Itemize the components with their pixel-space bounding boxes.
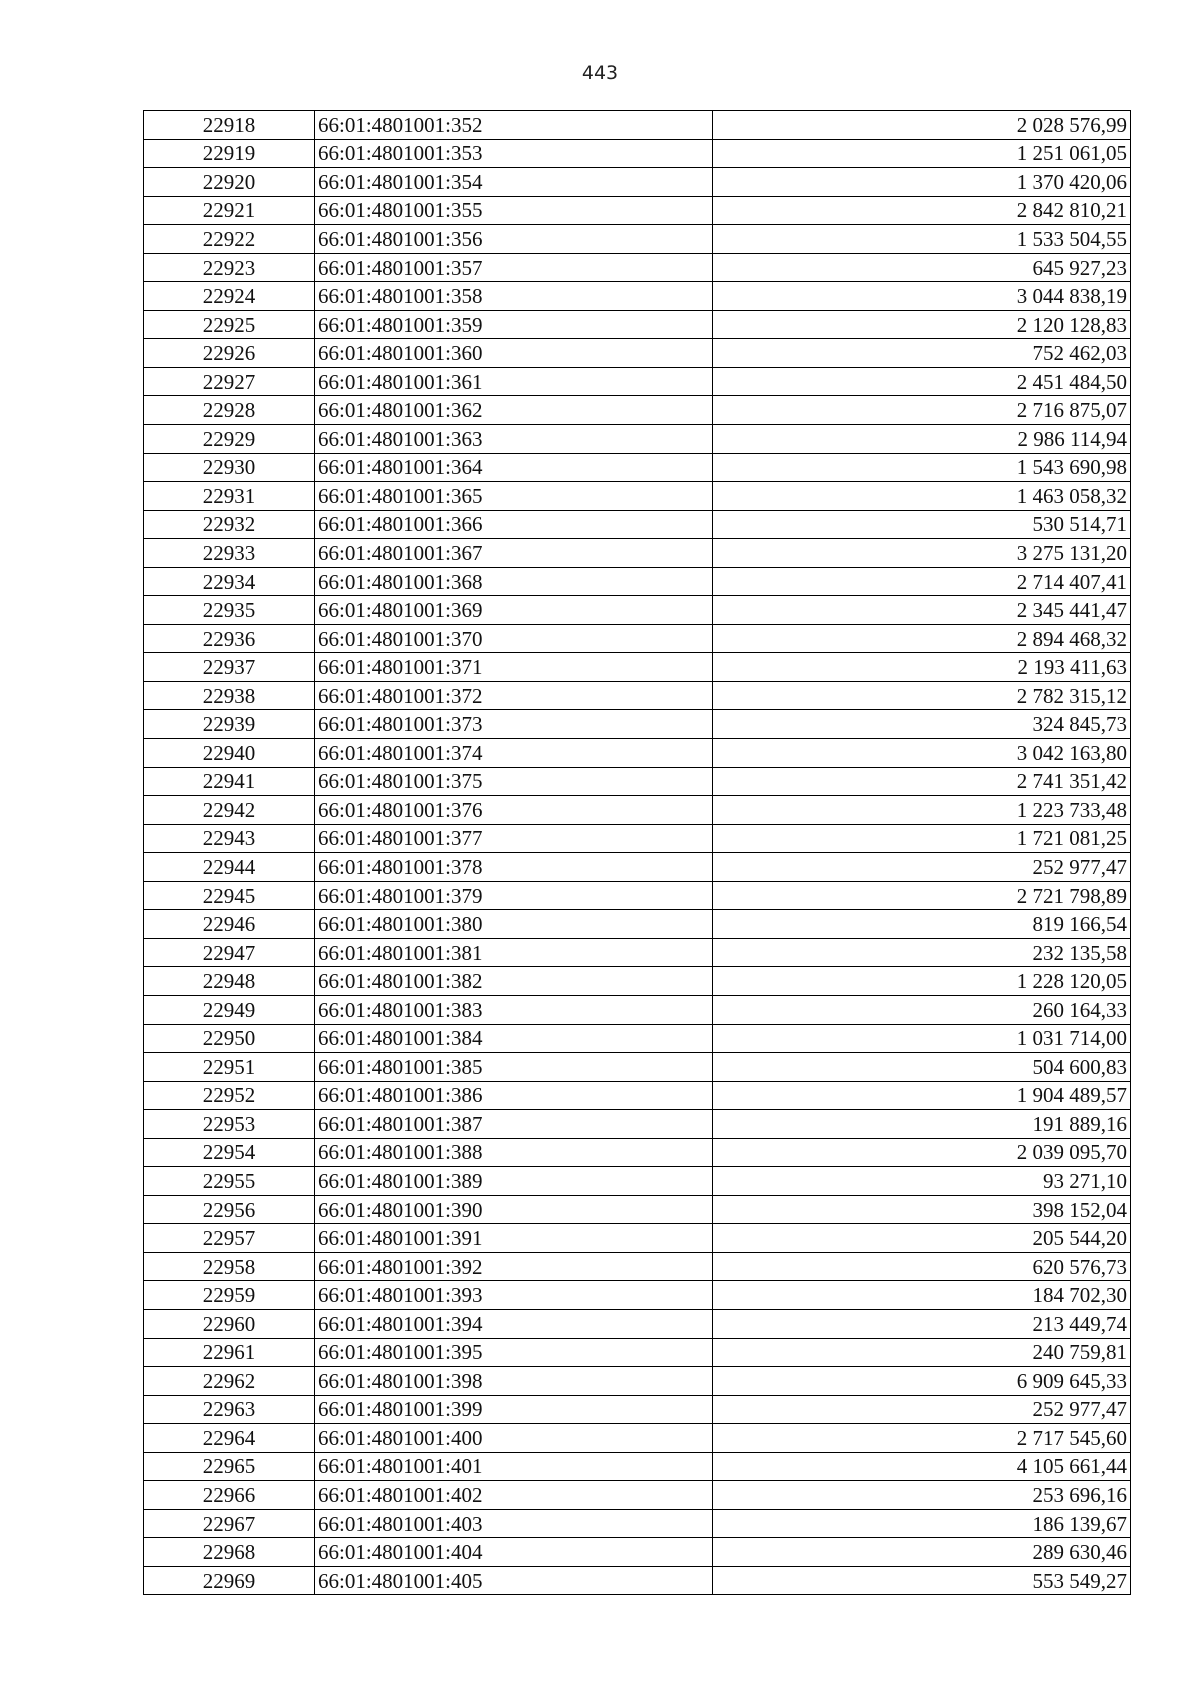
- cadastral-value-cell: 2 716 875,07: [713, 396, 1131, 425]
- table-body: [144, 111, 1131, 1595]
- cadastral-number-cell: 66:01:4801001:353: [315, 139, 713, 168]
- table-row: [144, 225, 1131, 254]
- table-row: [144, 824, 1131, 853]
- row-number-cell: 22929: [144, 425, 315, 454]
- cadastral-value-cell: 184 702,30: [713, 1281, 1131, 1310]
- cadastral-number-cell: 66:01:4801001:380: [315, 910, 713, 939]
- cadastral-number-cell: 66:01:4801001:355: [315, 196, 713, 225]
- cadastral-value-cell: 1 721 081,25: [713, 824, 1131, 853]
- row-number-cell: 22960: [144, 1309, 315, 1338]
- cadastral-value-cell: 2 842 810,21: [713, 196, 1131, 225]
- table-row: [144, 853, 1131, 882]
- row-number-cell: 22937: [144, 653, 315, 682]
- cadastral-value-cell: 232 135,58: [713, 938, 1131, 967]
- cadastral-number-cell: 66:01:4801001:385: [315, 1053, 713, 1082]
- cadastral-number-cell: 66:01:4801001:377: [315, 824, 713, 853]
- row-number-cell: 22958: [144, 1252, 315, 1281]
- cadastral-number-cell: 66:01:4801001:362: [315, 396, 713, 425]
- row-number-cell: 22963: [144, 1395, 315, 1424]
- cadastral-number-cell: 66:01:4801001:405: [315, 1566, 713, 1595]
- cadastral-number-cell: 66:01:4801001:382: [315, 967, 713, 996]
- row-number-cell: 22967: [144, 1509, 315, 1538]
- table-row: [144, 253, 1131, 282]
- cadastral-value-cell: 2 986 114,94: [713, 425, 1131, 454]
- row-number-cell: 22922: [144, 225, 315, 254]
- table-row: [144, 1053, 1131, 1082]
- row-number-cell: 22953: [144, 1110, 315, 1139]
- cadastral-number-cell: 66:01:4801001:364: [315, 453, 713, 482]
- cadastral-value-cell: 205 544,20: [713, 1224, 1131, 1253]
- cadastral-number-cell: 66:01:4801001:399: [315, 1395, 713, 1424]
- cadastral-value-cell: 2 717 545,60: [713, 1424, 1131, 1453]
- table-row: [144, 1024, 1131, 1053]
- table-row: [144, 168, 1131, 197]
- row-number-cell: 22951: [144, 1053, 315, 1082]
- cadastral-number-cell: 66:01:4801001:383: [315, 995, 713, 1024]
- table-row: [144, 739, 1131, 768]
- cadastral-number-cell: 66:01:4801001:402: [315, 1481, 713, 1510]
- cadastral-value-cell: 2 120 128,83: [713, 310, 1131, 339]
- table-row: [144, 1509, 1131, 1538]
- row-number-cell: 22961: [144, 1338, 315, 1367]
- table-row: [144, 367, 1131, 396]
- cadastral-number-cell: 66:01:4801001:363: [315, 425, 713, 454]
- cadastral-value-cell: 620 576,73: [713, 1252, 1131, 1281]
- cadastral-number-cell: 66:01:4801001:388: [315, 1138, 713, 1167]
- cadastral-number-cell: 66:01:4801001:391: [315, 1224, 713, 1253]
- cadastral-value-cell: 2 028 576,99: [713, 111, 1131, 140]
- cadastral-number-cell: 66:01:4801001:354: [315, 168, 713, 197]
- cadastral-number-cell: 66:01:4801001:393: [315, 1281, 713, 1310]
- table-row: [144, 1338, 1131, 1367]
- row-number-cell: 22933: [144, 539, 315, 568]
- row-number-cell: 22924: [144, 282, 315, 311]
- cadastral-value-cell: 398 152,04: [713, 1195, 1131, 1224]
- cadastral-value-cell: 504 600,83: [713, 1053, 1131, 1082]
- row-number-cell: 22940: [144, 739, 315, 768]
- table-row: [144, 139, 1131, 168]
- cadastral-value-cell: 6 909 645,33: [713, 1367, 1131, 1396]
- table-row: [144, 681, 1131, 710]
- row-number-cell: 22918: [144, 111, 315, 140]
- table-row: [144, 1309, 1131, 1338]
- table-row: [144, 1538, 1131, 1567]
- cadastral-value-cell: 1 904 489,57: [713, 1081, 1131, 1110]
- row-number-cell: 22920: [144, 168, 315, 197]
- cadastral-value-cell: 2 039 095,70: [713, 1138, 1131, 1167]
- table-row: [144, 1367, 1131, 1396]
- row-number-cell: 22959: [144, 1281, 315, 1310]
- cadastral-number-cell: 66:01:4801001:392: [315, 1252, 713, 1281]
- row-number-cell: 22925: [144, 310, 315, 339]
- cadastral-number-cell: 66:01:4801001:375: [315, 767, 713, 796]
- cadastral-value-table: [143, 110, 1131, 1595]
- row-number-cell: 22962: [144, 1367, 315, 1396]
- table-row: [144, 938, 1131, 967]
- cadastral-value-cell: 819 166,54: [713, 910, 1131, 939]
- row-number-cell: 22935: [144, 596, 315, 625]
- cadastral-number-cell: 66:01:4801001:360: [315, 339, 713, 368]
- row-number-cell: 22964: [144, 1424, 315, 1453]
- cadastral-value-cell: 324 845,73: [713, 710, 1131, 739]
- cadastral-value-cell: 213 449,74: [713, 1309, 1131, 1338]
- cadastral-value-cell: 1 533 504,55: [713, 225, 1131, 254]
- row-number-cell: 22968: [144, 1538, 315, 1567]
- cadastral-number-cell: 66:01:4801001:371: [315, 653, 713, 682]
- cadastral-value-cell: 752 462,03: [713, 339, 1131, 368]
- cadastral-number-cell: 66:01:4801001:373: [315, 710, 713, 739]
- cadastral-value-cell: 3 044 838,19: [713, 282, 1131, 311]
- row-number-cell: 22939: [144, 710, 315, 739]
- row-number-cell: 22944: [144, 853, 315, 882]
- cadastral-value-cell: 645 927,23: [713, 253, 1131, 282]
- table-row: [144, 1395, 1131, 1424]
- table-row: [144, 596, 1131, 625]
- row-number-cell: 22950: [144, 1024, 315, 1053]
- cadastral-value-cell: 240 759,81: [713, 1338, 1131, 1367]
- table-row: [144, 539, 1131, 568]
- cadastral-value-cell: 252 977,47: [713, 853, 1131, 882]
- cadastral-number-cell: 66:01:4801001:386: [315, 1081, 713, 1110]
- cadastral-number-cell: 66:01:4801001:357: [315, 253, 713, 282]
- cadastral-value-cell: 2 741 351,42: [713, 767, 1131, 796]
- table-row: [144, 510, 1131, 539]
- cadastral-value-cell: 260 164,33: [713, 995, 1131, 1024]
- cadastral-number-cell: 66:01:4801001:374: [315, 739, 713, 768]
- row-number-cell: 22948: [144, 967, 315, 996]
- cadastral-value-cell: 2 193 411,63: [713, 653, 1131, 682]
- row-number-cell: 22966: [144, 1481, 315, 1510]
- row-number-cell: 22947: [144, 938, 315, 967]
- table-row: [144, 796, 1131, 825]
- row-number-cell: 22926: [144, 339, 315, 368]
- cadastral-value-cell: 1 228 120,05: [713, 967, 1131, 996]
- cadastral-number-cell: 66:01:4801001:379: [315, 881, 713, 910]
- cadastral-number-cell: 66:01:4801001:404: [315, 1538, 713, 1567]
- cadastral-value-cell: 553 549,27: [713, 1566, 1131, 1595]
- cadastral-number-cell: 66:01:4801001:356: [315, 225, 713, 254]
- row-number-cell: 22927: [144, 367, 315, 396]
- row-number-cell: 22969: [144, 1566, 315, 1595]
- table-row: [144, 1110, 1131, 1139]
- cadastral-value-cell: 2 721 798,89: [713, 881, 1131, 910]
- cadastral-value-cell: 93 271,10: [713, 1167, 1131, 1196]
- table-row: [144, 282, 1131, 311]
- cadastral-value-cell: 1 543 690,98: [713, 453, 1131, 482]
- row-number-cell: 22954: [144, 1138, 315, 1167]
- cadastral-value-cell: 1 370 420,06: [713, 168, 1131, 197]
- cadastral-number-cell: 66:01:4801001:361: [315, 367, 713, 396]
- row-number-cell: 22931: [144, 482, 315, 511]
- table-row: [144, 1481, 1131, 1510]
- cadastral-number-cell: 66:01:4801001:369: [315, 596, 713, 625]
- cadastral-value-cell: 4 105 661,44: [713, 1452, 1131, 1481]
- cadastral-number-cell: 66:01:4801001:394: [315, 1309, 713, 1338]
- table-row: [144, 310, 1131, 339]
- table-row: [144, 453, 1131, 482]
- cadastral-number-cell: 66:01:4801001:352: [315, 111, 713, 140]
- row-number-cell: 22923: [144, 253, 315, 282]
- row-number-cell: 22946: [144, 910, 315, 939]
- row-number-cell: 22930: [144, 453, 315, 482]
- table-row: [144, 1566, 1131, 1595]
- table-row: [144, 1081, 1131, 1110]
- row-number-cell: 22919: [144, 139, 315, 168]
- row-number-cell: 22921: [144, 196, 315, 225]
- cadastral-number-cell: 66:01:4801001:376: [315, 796, 713, 825]
- row-number-cell: 22955: [144, 1167, 315, 1196]
- table-row: [144, 995, 1131, 1024]
- cadastral-number-cell: 66:01:4801001:372: [315, 681, 713, 710]
- table-row: [144, 1281, 1131, 1310]
- cadastral-number-cell: 66:01:4801001:368: [315, 567, 713, 596]
- cadastral-value-cell: 252 977,47: [713, 1395, 1131, 1424]
- table-row: [144, 624, 1131, 653]
- row-number-cell: 22928: [144, 396, 315, 425]
- row-number-cell: 22936: [144, 624, 315, 653]
- cadastral-value-cell: 1 031 714,00: [713, 1024, 1131, 1053]
- cadastral-value-cell: 2 345 441,47: [713, 596, 1131, 625]
- cadastral-value-cell: 3 275 131,20: [713, 539, 1131, 568]
- table-row: [144, 396, 1131, 425]
- cadastral-number-cell: 66:01:4801001:359: [315, 310, 713, 339]
- row-number-cell: 22957: [144, 1224, 315, 1253]
- row-number-cell: 22942: [144, 796, 315, 825]
- cadastral-number-cell: 66:01:4801001:398: [315, 1367, 713, 1396]
- cadastral-value-cell: 530 514,71: [713, 510, 1131, 539]
- cadastral-number-cell: 66:01:4801001:384: [315, 1024, 713, 1053]
- table-row: [144, 482, 1131, 511]
- cadastral-value-cell: 186 139,67: [713, 1509, 1131, 1538]
- cadastral-number-cell: 66:01:4801001:370: [315, 624, 713, 653]
- table-row: [144, 1138, 1131, 1167]
- cadastral-number-cell: 66:01:4801001:387: [315, 1110, 713, 1139]
- cadastral-value-cell: 2 714 407,41: [713, 567, 1131, 596]
- table-row: [144, 339, 1131, 368]
- table-row: [144, 910, 1131, 939]
- cadastral-value-cell: 191 889,16: [713, 1110, 1131, 1139]
- row-number-cell: 22945: [144, 881, 315, 910]
- page-number: 443: [581, 62, 619, 84]
- table-row: [144, 653, 1131, 682]
- cadastral-number-cell: 66:01:4801001:366: [315, 510, 713, 539]
- row-number-cell: 22965: [144, 1452, 315, 1481]
- cadastral-number-cell: 66:01:4801001:365: [315, 482, 713, 511]
- row-number-cell: 22934: [144, 567, 315, 596]
- cadastral-number-cell: 66:01:4801001:381: [315, 938, 713, 967]
- row-number-cell: 22938: [144, 681, 315, 710]
- row-number-cell: 22932: [144, 510, 315, 539]
- table-row: [144, 710, 1131, 739]
- table-row: [144, 1252, 1131, 1281]
- table-row: [144, 196, 1131, 225]
- row-number-cell: 22949: [144, 995, 315, 1024]
- table-row: [144, 425, 1131, 454]
- cadastral-value-cell: 2 451 484,50: [713, 367, 1131, 396]
- cadastral-value-cell: 1 251 061,05: [713, 139, 1131, 168]
- cadastral-value-cell: 3 042 163,80: [713, 739, 1131, 768]
- cadastral-value-cell: 1 463 058,32: [713, 482, 1131, 511]
- cadastral-number-cell: 66:01:4801001:401: [315, 1452, 713, 1481]
- row-number-cell: 22943: [144, 824, 315, 853]
- table-row: [144, 111, 1131, 140]
- cadastral-number-cell: 66:01:4801001:403: [315, 1509, 713, 1538]
- table-row: [144, 1424, 1131, 1453]
- cadastral-value-cell: 2 782 315,12: [713, 681, 1131, 710]
- cadastral-value-cell: 253 696,16: [713, 1481, 1131, 1510]
- table-row: [144, 881, 1131, 910]
- table-row: [144, 1167, 1131, 1196]
- cadastral-number-cell: 66:01:4801001:389: [315, 1167, 713, 1196]
- cadastral-number-cell: 66:01:4801001:400: [315, 1424, 713, 1453]
- table-row: [144, 767, 1131, 796]
- cadastral-number-cell: 66:01:4801001:395: [315, 1338, 713, 1367]
- table-row: [144, 1452, 1131, 1481]
- cadastral-number-cell: 66:01:4801001:378: [315, 853, 713, 882]
- table-row: [144, 967, 1131, 996]
- row-number-cell: 22956: [144, 1195, 315, 1224]
- cadastral-number-cell: 66:01:4801001:358: [315, 282, 713, 311]
- row-number-cell: 22952: [144, 1081, 315, 1110]
- cadastral-number-cell: 66:01:4801001:367: [315, 539, 713, 568]
- cadastral-value-cell: 2 894 468,32: [713, 624, 1131, 653]
- cadastral-value-cell: 289 630,46: [713, 1538, 1131, 1567]
- row-number-cell: 22941: [144, 767, 315, 796]
- table-row: [144, 1195, 1131, 1224]
- table-row: [144, 567, 1131, 596]
- cadastral-number-cell: 66:01:4801001:390: [315, 1195, 713, 1224]
- table-row: [144, 1224, 1131, 1253]
- cadastral-value-cell: 1 223 733,48: [713, 796, 1131, 825]
